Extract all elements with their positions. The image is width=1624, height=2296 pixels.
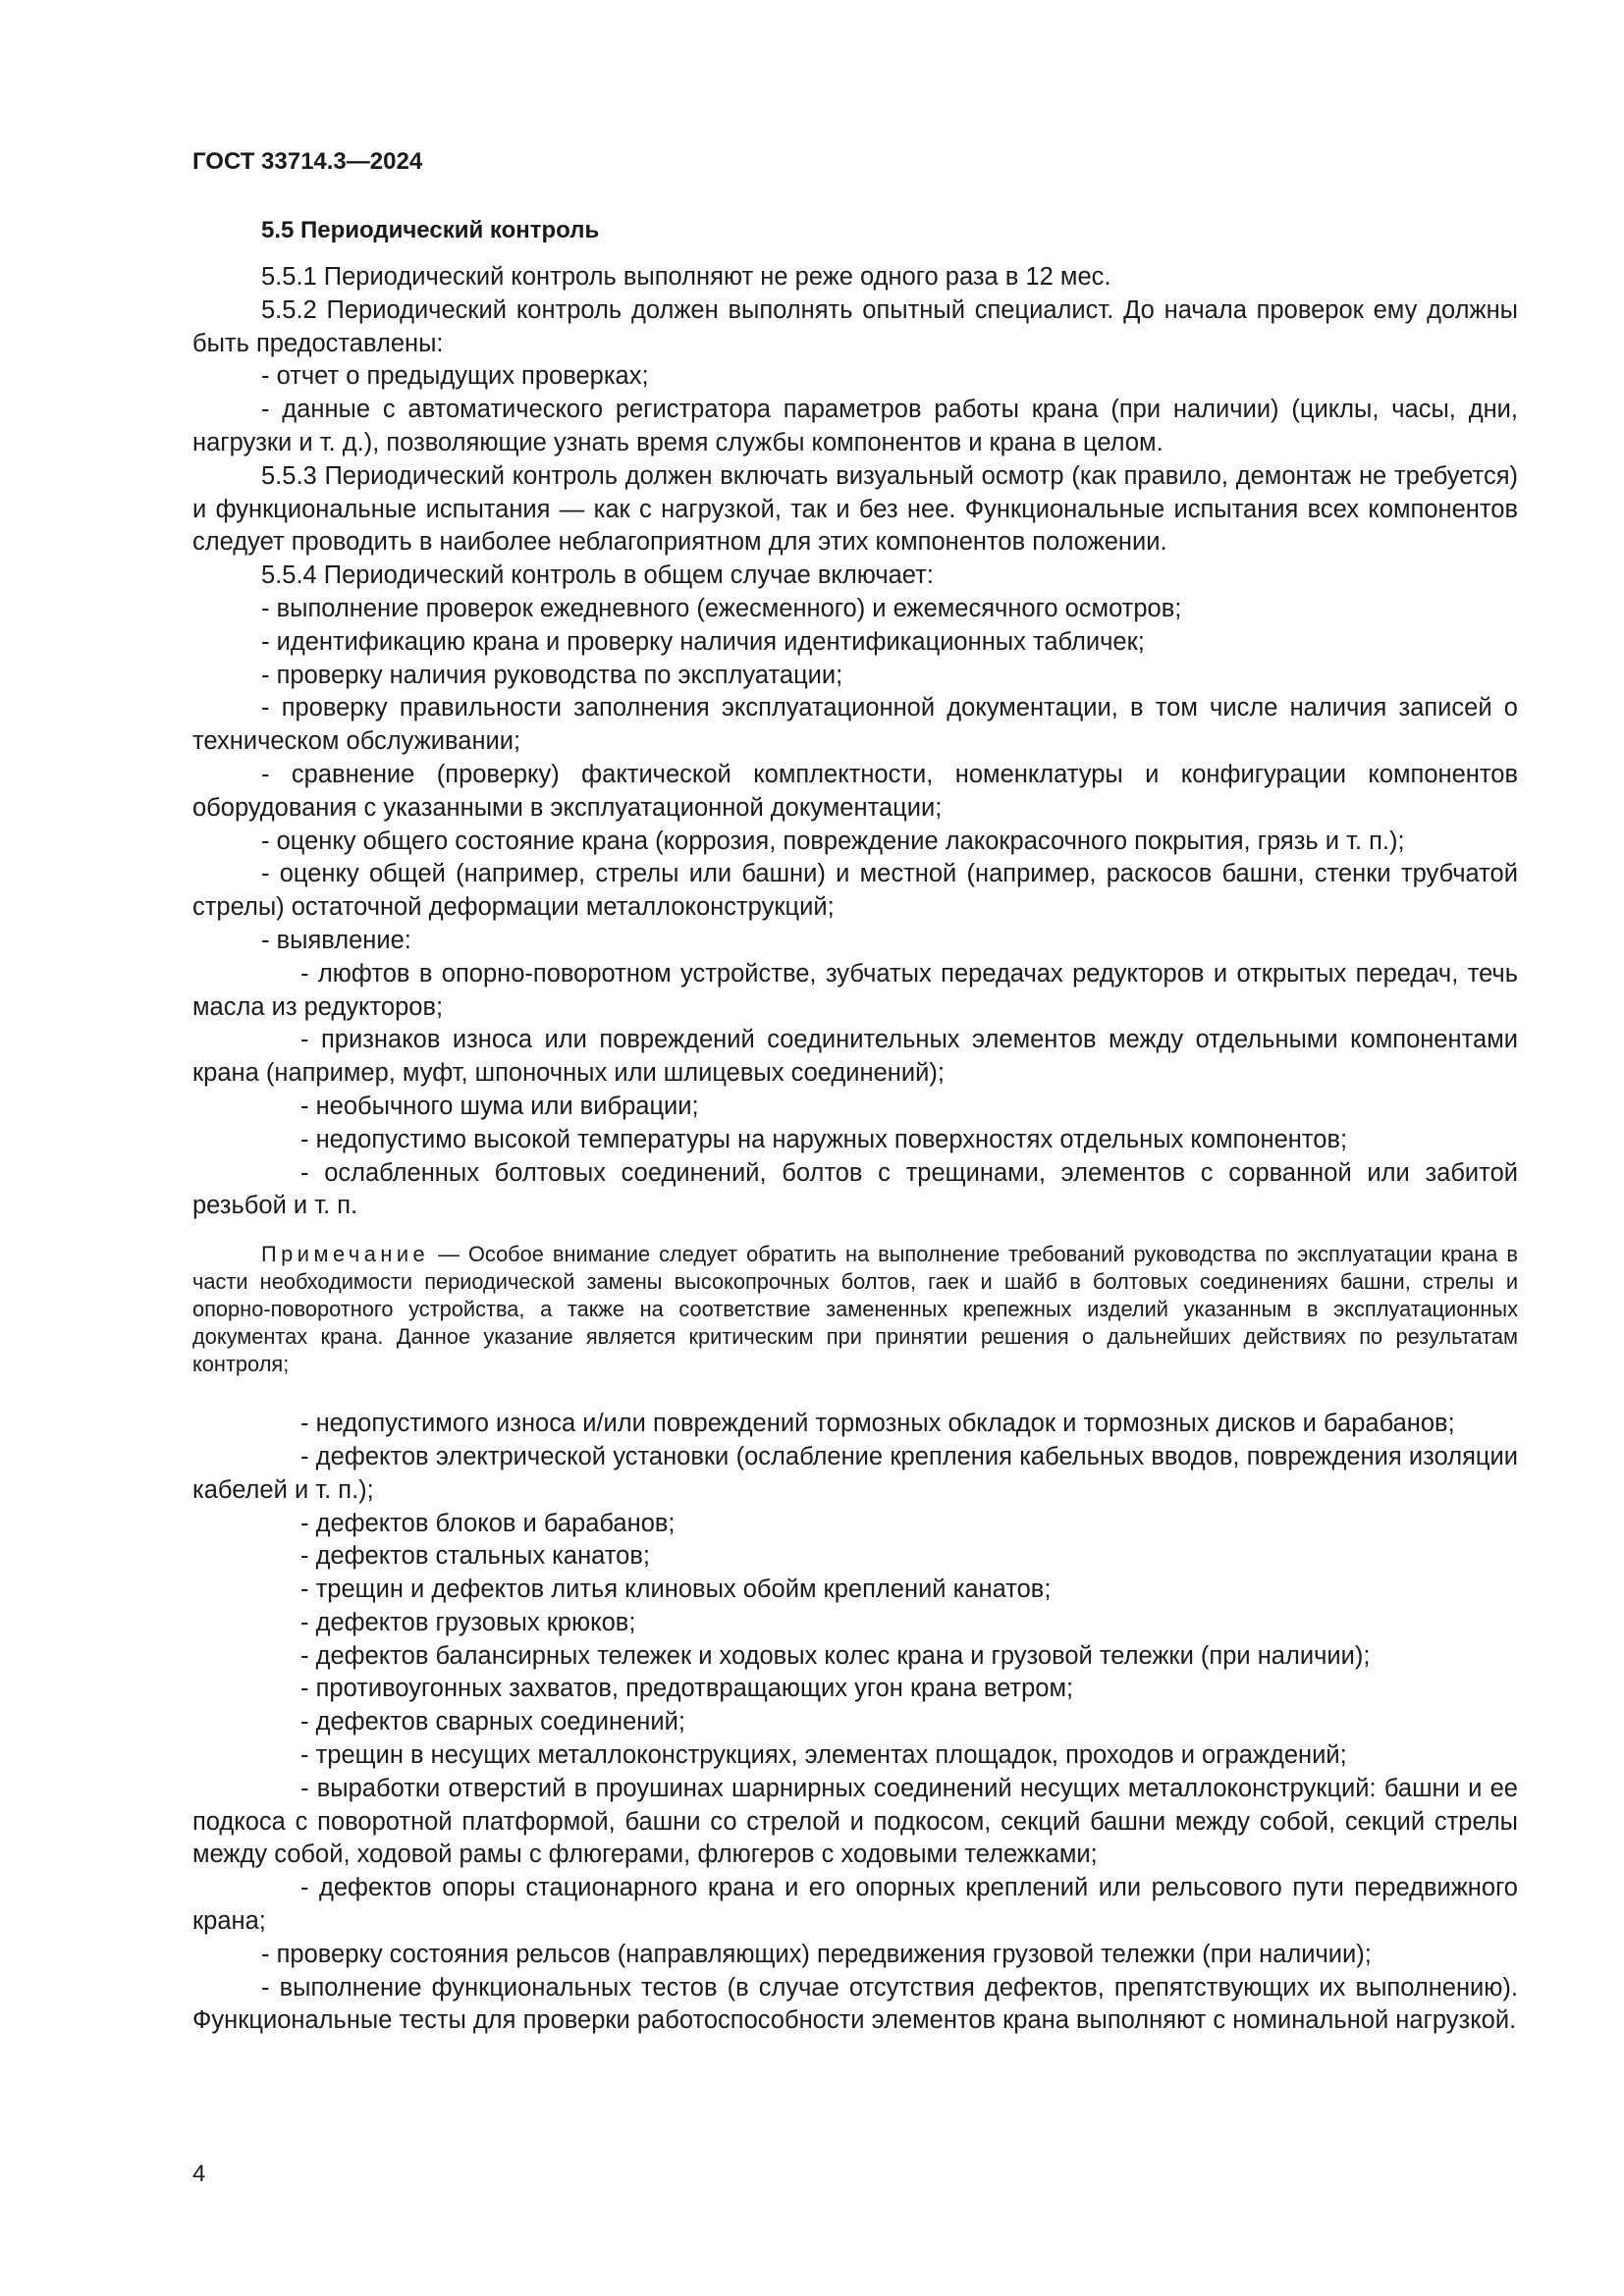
paragraph: - выработки отверстий в проушинах шарнирных соединений несущих металлоконструкций: башни и ее подкоса с поворотной платформой, башни со стрелой и подкосом, секций башни между собой, секций стрелы между собой, ходовой рамы с флюгерами, флюгеров с ходовыми тележками; <box>192 1774 1518 1869</box>
section-title: 5.5 Периодический контроль <box>261 217 600 243</box>
paragraph-block-b <box>192 1408 1518 2038</box>
note-text: — Особое внимание следует обратить на выполнение требований руководства по эксплуатации крана в части необходимости периодической замены высокопрочных болтов, гаек и шайб в болтовых соединениях башни, стрелы и опорно-поворотного устройства, а также на соответствие замененных крепежных изделий указанным в эксплуатационных документах крана. Данное указание является критическим при принятии решения о дальнейших действиях по результатам контроля; <box>192 1242 1518 1377</box>
paragraph: - оценку общего состояние крана (коррозия, повреждение лакокрасочного покрытия, грязь и т. п.); <box>261 827 1405 855</box>
paragraph: - отчет о предыдущих проверках; <box>261 362 649 391</box>
page-number: 4 <box>192 2161 206 2187</box>
paragraph: - дефектов стальных канатов; <box>300 1542 650 1571</box>
document-code: ГОСТ 33714.3—2024 <box>192 148 423 175</box>
paragraph: - дефектов блоков и барабанов; <box>300 1509 676 1537</box>
paragraph: - трещин и дефектов литья клиновых обойм креплений канатов; <box>300 1575 1052 1604</box>
paragraph: - проверку состояния рельсов (направляющих) передвижения грузовой тележки (при наличии); <box>261 1940 1372 1968</box>
paragraph: - необычного шума или вибрации; <box>300 1092 699 1120</box>
paragraph: - оценку общей (например, стрелы или башни) и местной (например, раскосов башни, стенки трубчатой стрелы) остаточной деформации металлоконструкций; <box>192 860 1518 922</box>
paragraph: - трещин в несущих металлоконструкциях, элементах площадок, проходов и ограждений; <box>300 1741 1347 1770</box>
paragraph: - недопустимого износа и/или повреждений тормозных обкладок и тормозных дисков и барабанов; <box>300 1410 1455 1438</box>
paragraph: - люфтов в опорно-поворотном устройстве, зубчатых передачах редукторов и открытых передач, течь масла из редукторов; <box>192 959 1518 1021</box>
paragraph: - ослабленных болтовых соединений, болтов с трещинами, элементов с сорванной или забитой резьбой и т. п. <box>192 1158 1518 1220</box>
paragraph: 5.5.1 Периодический контроль выполняют не реже одного раза в 12 мес. <box>261 263 1111 291</box>
paragraph: - дефектов сварных соединений; <box>300 1708 685 1736</box>
document-page <box>192 147 1518 2038</box>
note <box>192 1241 1518 1378</box>
paragraph: - недопустимо высокой температуры на наружных поверхностях отдельных компонентов; <box>300 1125 1348 1153</box>
paragraph: - сравнение (проверку) фактической комплектности, номенклатуры и конфигурации компонентов оборудования с указанными в эксплуатационной документации; <box>192 760 1518 822</box>
paragraph: - противоугонных захватов, предотвращающих угон крана ветром; <box>300 1675 1074 1703</box>
paragraph-block-a <box>192 261 1518 1223</box>
paragraph: - проверку наличия руководства по эксплуатации; <box>261 661 843 689</box>
paragraph: - выполнение функциональных тестов (в случае отсутствия дефектов, препятствующих их выполнению). Функциональные тесты для проверки работоспособности элементов крана выполняют с номинальной нагрузкой. <box>192 1973 1518 2035</box>
paragraph: - дефектов грузовых крюков; <box>300 1608 636 1636</box>
paragraph: 5.5.2 Периодический контроль должен выполнять опытный специалист. До начала проверок ему должны быть предоставлены: <box>192 295 1518 357</box>
paragraph: 5.5.3 Периодический контроль должен включать визуальный осмотр (как правило, демонтаж не требуется) и функциональные испытания — как с нагрузкой, так и без нее. Функциональные испытания всех компонентов следует проводить в наиболее неблагоприятном для этих компонентов положении. <box>192 461 1518 557</box>
paragraph: - проверку правильности заполнения эксплуатационной документации, в том числе наличия записей о техническом обслуживании; <box>192 694 1518 756</box>
paragraph: - дефектов опоры стационарного крана и его опорных креплений или рельсового пути передвижного крана; <box>192 1874 1518 1936</box>
paragraph: 5.5.4 Периодический контроль в общем случае включает: <box>261 561 934 590</box>
paragraph: - выявление: <box>261 926 411 954</box>
note-label: Примечание <box>261 1242 430 1267</box>
paragraph: - выполнение проверок ежедневного (ежесменного) и ежемесячного осмотров; <box>261 594 1182 622</box>
paragraph: - данные с автоматического регистратора параметров работы крана (при наличии) (циклы, часы, дни, нагрузки и т. д.), позволяющие узнать время службы компонентов и крана в целом. <box>192 396 1518 456</box>
paragraph: - дефектов балансирных тележек и ходовых колес крана и грузовой тележки (при наличии); <box>300 1641 1371 1670</box>
paragraph: - идентификацию крана и проверку наличия идентификационных табличек; <box>261 627 1145 656</box>
paragraph: - признаков износа или повреждений соединительных элементов между отдельными компонентами крана (например, муфт, шпоночных или шлицевых соединений); <box>192 1026 1518 1088</box>
paragraph: - дефектов электрической установки (ослабление крепления кабельных вводов, повреждения изоляции кабелей и т. п.); <box>192 1442 1518 1504</box>
